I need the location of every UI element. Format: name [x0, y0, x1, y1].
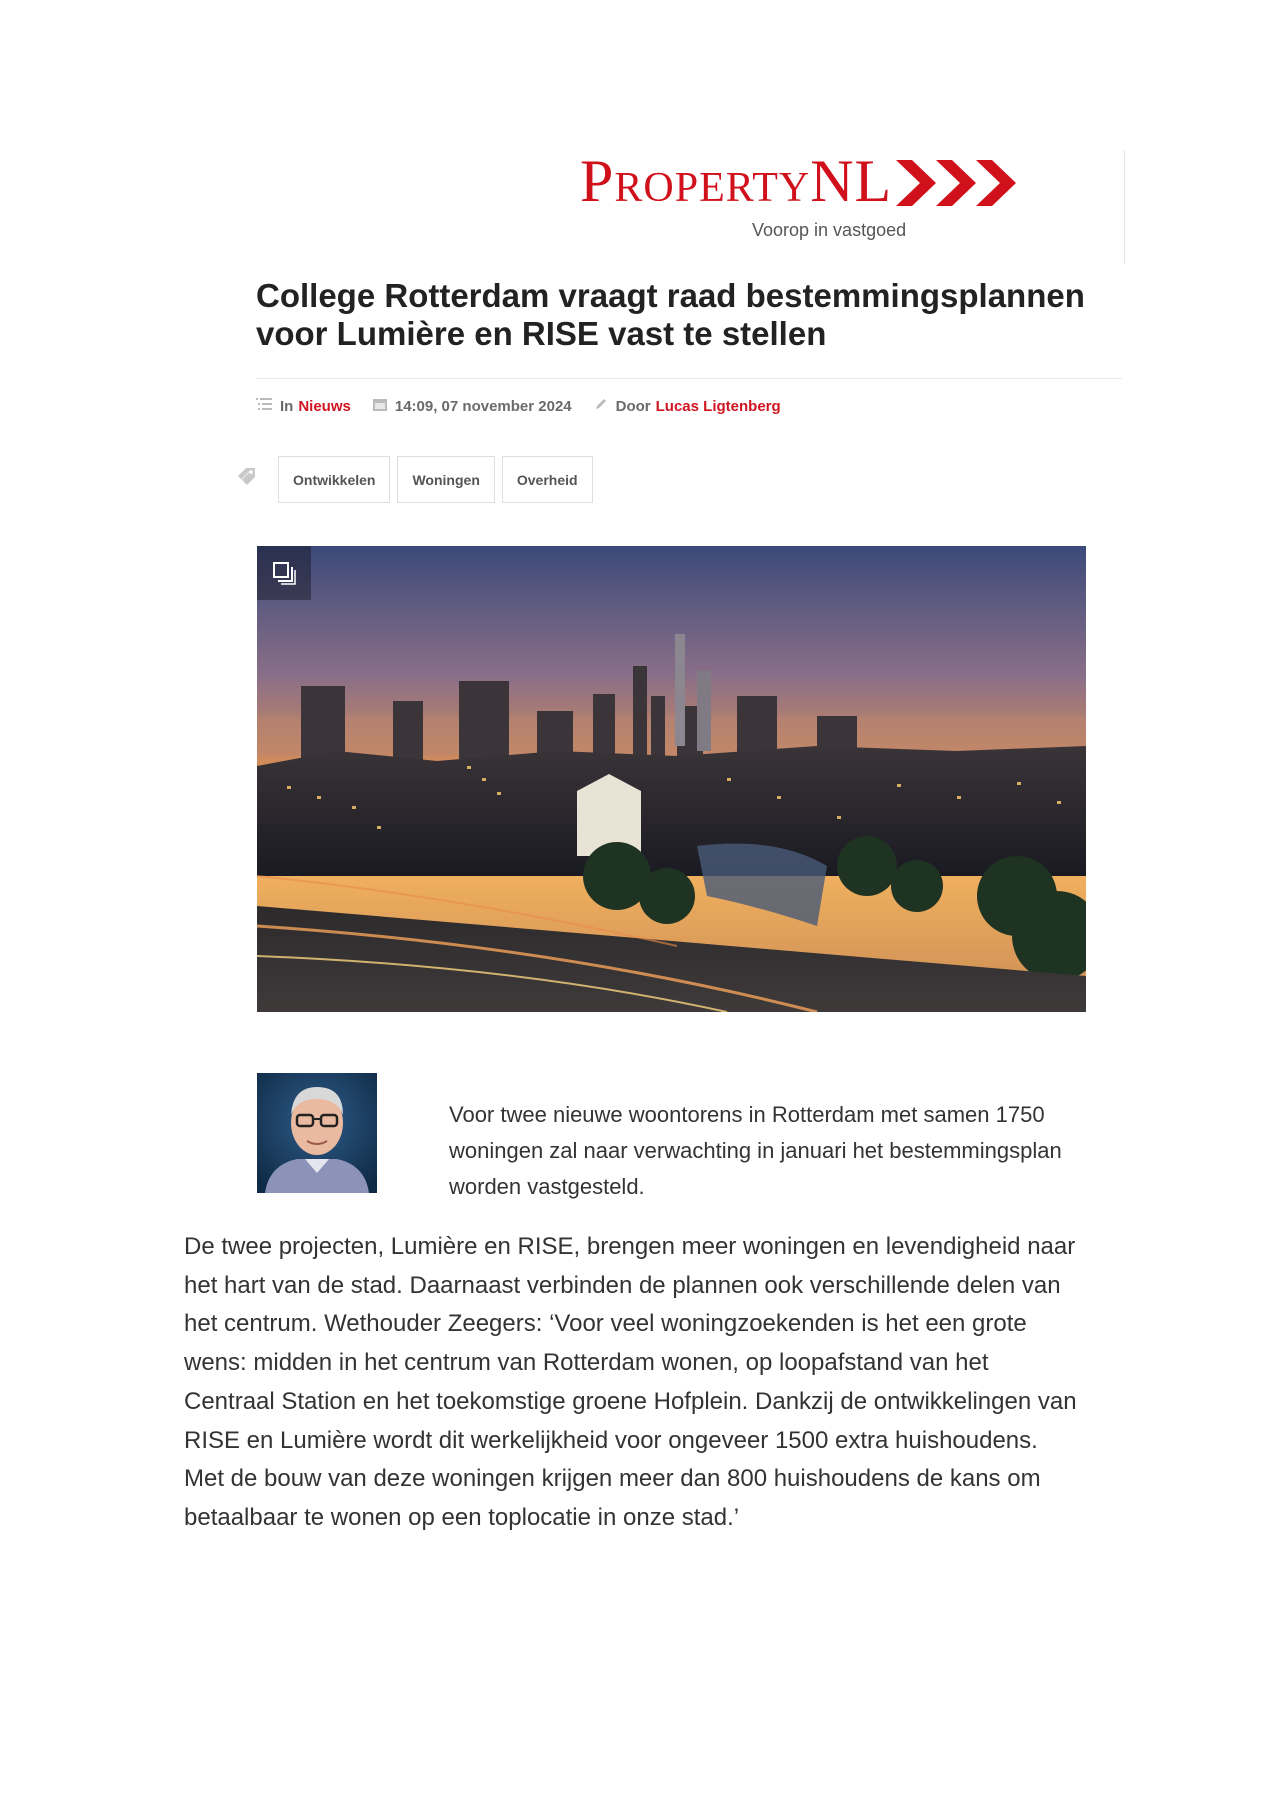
author-prefix: Door — [615, 397, 651, 415]
gallery-button[interactable] — [257, 546, 311, 600]
brand-tagline: Voorop in vastgoed — [752, 220, 907, 240]
header-divider — [1124, 150, 1125, 264]
tag-icon — [236, 466, 258, 493]
author-link[interactable]: Lucas Ligtenberg — [655, 397, 781, 415]
category-link[interactable]: Nieuws — [298, 397, 351, 415]
article-body: De twee projecten, Lumière en RISE, brengen meer woningen en levendigheid naar het hart van de stad. Daarnaast verbinden de plannen ook verschillende delen van het centrum. Wethouder Zeegers: ‘Voor veel woningzoekenden is het een grote wens: midden in het centrum van Rotterdam wonen, op loopafstand van het Centraal Station en het toekomstige groene Hofplein. Dankzij de ontwikkelingen van RISE en Lumière wordt dit werkelijkheid voor ongeveer 1500 extra huishoudens. Met de bouw van deze woningen krijgen meer dan 800 huishoudens de kans om betaalbaar te wonen op een toplocatie in onze stad.’ — [184, 1233, 1077, 1531]
hero-image[interactable] — [257, 546, 1086, 1012]
tag-overheid[interactable]: Overheid — [502, 456, 593, 503]
article-lead: Voor twee nieuwe woontorens in Rotterdam met samen 1750 woningen zal naar verwachting in januari het bestemmingsplan worden vastgesteld. — [449, 1102, 1062, 1199]
logo-wordmark: PropertyNL — [580, 148, 893, 214]
rotterdam-skyline-photo — [257, 546, 1086, 1012]
tag-woningen[interactable]: Woningen — [397, 456, 494, 503]
article-title: College Rotterdam vraagt raad bestemmingsplannen voor Lumière en RISE vast te stellen — [256, 277, 1085, 352]
logo-arrows-icon — [894, 156, 1014, 210]
meta-author — [594, 397, 781, 415]
category-icon — [256, 397, 272, 415]
category-prefix: In — [280, 397, 294, 415]
author-portrait — [257, 1073, 377, 1193]
propertynl-logo[interactable] — [580, 150, 1090, 212]
title-divider — [256, 378, 1122, 379]
tag-ontwikkelen[interactable]: Ontwikkelen — [278, 456, 390, 503]
pencil-icon — [594, 397, 608, 415]
tag-list — [236, 456, 600, 503]
calendar-icon — [373, 398, 387, 415]
meta-date — [373, 398, 572, 415]
meta-category — [256, 397, 351, 415]
gallery-icon — [272, 561, 296, 585]
article-meta — [256, 397, 803, 415]
publish-datetime: 14:09, 07 november 2024 — [394, 397, 572, 415]
